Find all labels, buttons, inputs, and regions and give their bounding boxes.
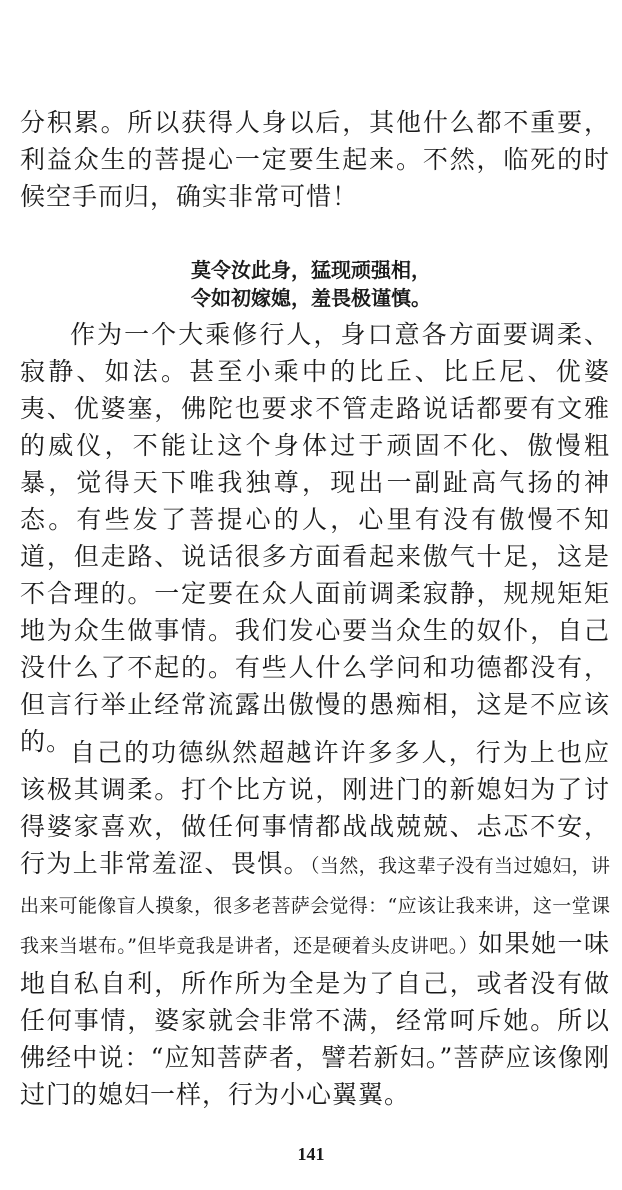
page-number: 141 bbox=[297, 1144, 325, 1164]
verse-line-1: 莫令汝此身，猛现顽强相， bbox=[191, 258, 431, 282]
paragraph-3 bbox=[20, 734, 610, 1113]
paragraph-3-text-a: 自己的功德纵然超越许许多多人，行为上也应该极其调柔。打个比方说，刚进门的新媳妇为了讨得婆家喜欢，做任何事情都战战兢兢、忐忑不安，行为上非常羞涩、畏惧。 bbox=[20, 738, 610, 878]
paragraph-3-text-b: 如果她一味地自私自利，所作所为全是为了自己，或者没有做任何事情，婆家就会非常不满，经常呵斥她。所以佛经中说：“应知菩萨者，譬若新妇。”菩萨应该像刚过门的媳妇一样，行为小心翼翼。 bbox=[20, 929, 610, 1109]
paragraph-2: 作为一个大乘修行人，身口意各方面要调柔、寂静、如法。甚至小乘中的比丘、比丘尼、优婆夷、优婆塞，佛陀也要求不管走路说话都要有文雅的威仪，不能让这个身体过于顽固不化、傲慢粗暴，觉得天下唯我独尊，现出一副趾高气扬的神态。有些发了菩提心的人，心里有没有傲慢不知道，但走路、说话很多方面看起来傲气十足，这是不合理的。一定要在众人面前调柔寂静，规规矩矩地为众生做事情。我们发心要当众生的奴仆，自己没什么了不起的。有些人什么学问和功德都没有，但言行举止经常流露出傲慢的愚痴相，这是不应该的。 bbox=[20, 320, 610, 756]
paragraph-3-note: （当然，我这辈子没有当过媳妇，讲出来可能像盲人摸象，很多老菩萨会觉得：“应该让我来讲，这一堂课我来当堪布。”但毕竟我是讲者，还是硬着头皮讲吧。） bbox=[20, 855, 610, 957]
paragraph-1: 分积累。所以获得人身以后，其他什么都不重要，利益众生的菩提心一定要生起来。不然，临死的时候空手而归，确实非常可惜！ bbox=[20, 108, 610, 211]
verse-line-2: 令如初嫁媳，羞畏极谨慎。 bbox=[191, 286, 431, 310]
